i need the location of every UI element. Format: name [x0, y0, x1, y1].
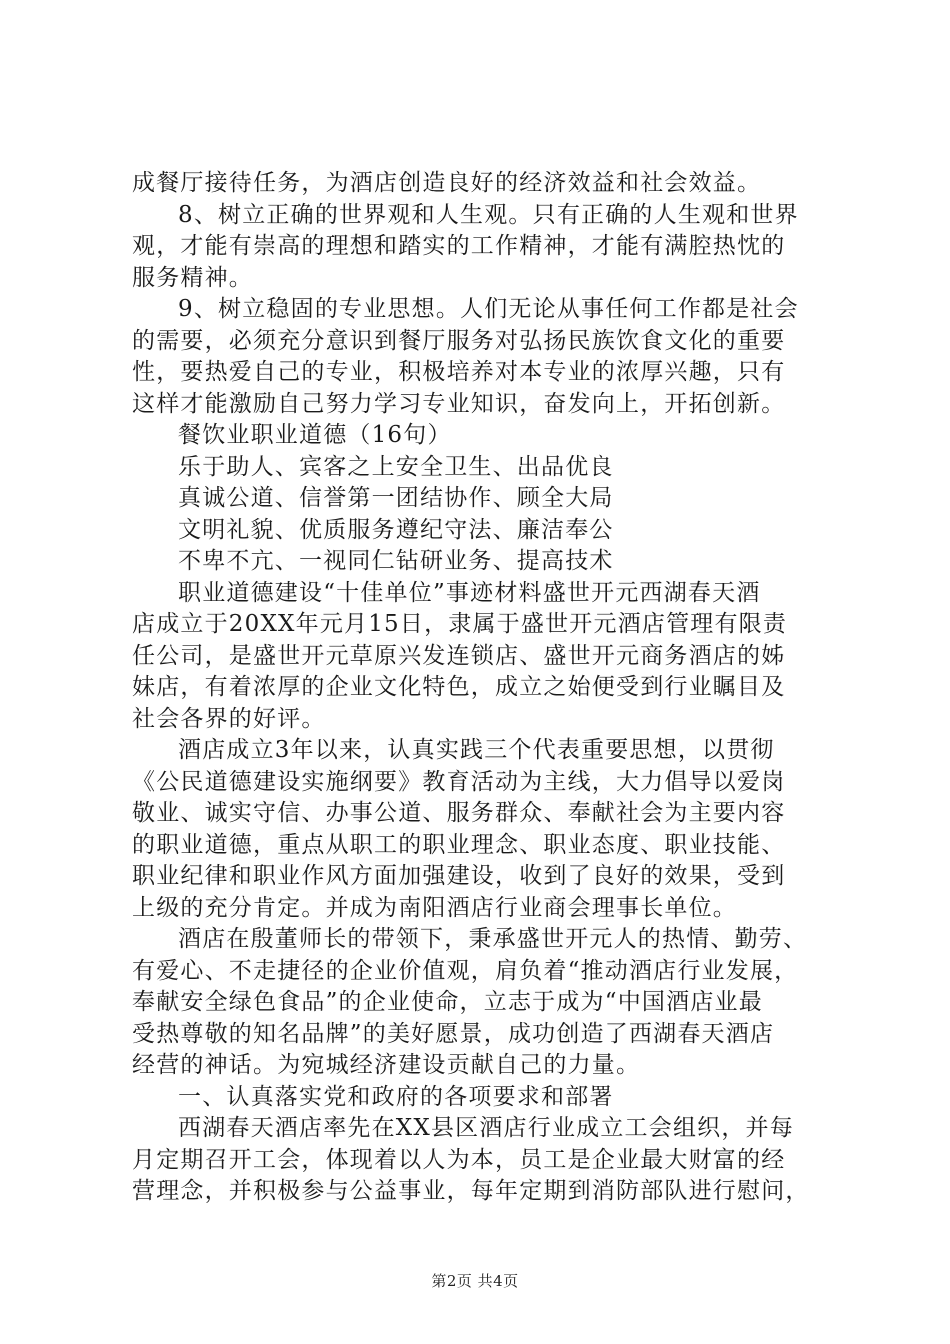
text-line: 敬业、诚实守信、办事公道、服务群众、奉献社会为主要内容 — [132, 800, 786, 826]
text-line: 上级的充分肯定。并成为南阳酒店行业商会理事长单位。 — [132, 894, 737, 921]
text-line: 月定期召开工会，体现着以人为本，员工是企业最大财富的经 — [132, 1146, 786, 1173]
text-line: 的需要，必须充分意识到餐厅服务对弘扬民族饮食文化的重要 — [132, 327, 786, 354]
section-heading: 餐饮业职业道德（16句） — [178, 422, 452, 448]
text-line: 这样才能激励自己努力学习专业知识，奋发向上，开拓创新。 — [132, 390, 786, 417]
text-line: 不卑不亢、一视同仁钻研业务、提高技术 — [178, 548, 614, 574]
text-line: 《公民道德建设实施纲要》教育活动为主线，大力倡导以爱岗 — [132, 768, 786, 795]
text-line: 奉献安全绿色食品”的企业使命，立志于成为“中国酒店业最 — [132, 989, 763, 1015]
text-line: 任公司，是盛世开元草原兴发连锁店、盛世开元商务酒店的姊 — [132, 642, 786, 669]
text-line: 性，要热爱自己的专业，积极培养对本专业的浓厚兴趣，只有 — [132, 359, 786, 385]
text-line: 西湖春天酒店率先在XX县区酒店行业成立工会组织，并每 — [178, 1115, 794, 1141]
text-line: 9、树立稳固的专业思想。人们无论从事任何工作都是社会 — [178, 296, 799, 322]
page-number-footer: 第2页 共4页 — [431, 1272, 519, 1290]
text-line: 社会各界的好评。 — [132, 705, 326, 732]
text-line: 乐于助人、宾客之上安全卫生、出品优良 — [178, 453, 614, 480]
text-line: 妹店，有着浓厚的企业文化特色，成立之始便受到行业瞩目及 — [132, 674, 786, 700]
text-line: 的职业道德，重点从职工的职业理念、职业态度、职业技能、 — [132, 831, 786, 858]
text-line: 店成立于20XX年元月15日，隶属于盛世开元酒店管理有限责 — [132, 611, 788, 637]
text-line: 服务精神。 — [132, 264, 253, 291]
text-line: 成餐厅接待任务，为酒店创造良好的经济效益和社会效益。 — [132, 170, 762, 196]
text-line: 酒店成立3年以来，认真实践三个代表重要思想，以贯彻 — [178, 737, 775, 763]
text-line: 经营的神话。为宛城经济建设贡献自己的力量。 — [132, 1052, 641, 1078]
text-line: 8、树立正确的世界观和人生观。只有正确的人生观和世界 — [178, 201, 799, 228]
text-line: 有爱心、不走捷径的企业价值观，肩负着“推动酒店行业发展， — [132, 957, 799, 984]
text-line: 酒店在殷董师长的带领下，秉承盛世开元人的热情、勤劳、 — [178, 926, 808, 952]
text-line: 观，才能有崇高的理想和踏实的工作精神，才能有满腔热忱的 — [132, 233, 786, 259]
document-body — [132, 168, 832, 1208]
text-line: 营理念，并积极参与公益事业，每年定期到消防部队进行慰问， — [132, 1178, 810, 1204]
section-heading: 一、认真落实党和政府的各项要求和部署 — [178, 1083, 614, 1110]
text-line: 文明礼貌、优质服务遵纪守法、廉洁奉公 — [178, 516, 614, 543]
text-line: 真诚公道、信誉第一团结协作、顾全大局 — [178, 485, 614, 511]
text-line: 职业纪律和职业作风方面加强建设，收到了良好的效果，受到 — [132, 863, 786, 889]
text-line: 受热尊敬的知名品牌”的美好愿景，成功创造了西湖春天酒店 — [132, 1020, 775, 1047]
text-line: 职业道德建设“十佳单位”事迹材料盛世开元西湖春天酒 — [178, 579, 761, 606]
